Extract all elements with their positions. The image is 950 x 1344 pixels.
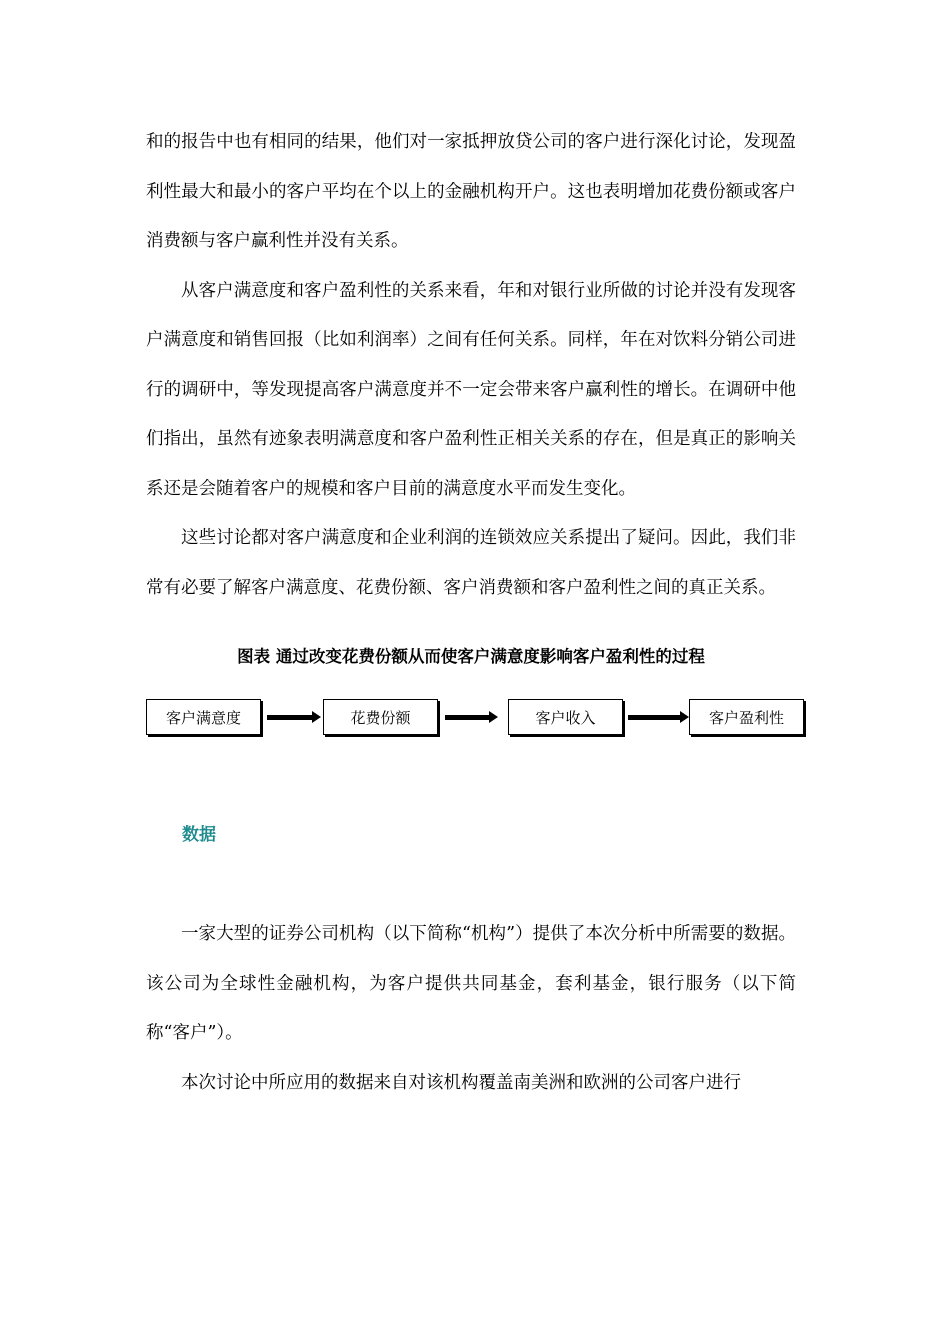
arrow-right-icon [445,715,490,720]
section-heading-data: 数据 [182,825,216,845]
document-page [146,118,796,1108]
arrow-right-icon [628,715,681,720]
flow-box-customer-profitability: 客户盈利性 [689,699,804,735]
flow-box-customer-revenue: 客户收入 [508,699,623,735]
figure-caption: 图表 通过改变花费份额从而使客户满意度影响客户盈利性的过程 [237,647,705,666]
section-spacer [146,847,796,910]
paragraph-1: 和的报告中也有相同的结果，他们对一家抵押放贷公司的客户进行深化讨论，发现盈利性最大和最小的客户平均在个以上的金融机构开户。这也表明增加花费份额或客户消费额与客户赢利性并没有关系。 [146,132,796,251]
paragraph-4: 一家大型的证券公司机构（以下简称“机构”）提供了本次分析中所需要的数据。该公司为全球性金融机构，为客户提供共同基金，套利基金，银行服务（以下简称“客户”）。 [146,924,796,1043]
flow-box-share-of-wallet: 花费份额 [323,699,438,735]
flow-box-customer-satisfaction: 客户满意度 [146,699,261,735]
paragraph-2: 从客户满意度和客户盈利性的关系来看，年和对银行业所做的讨论并没有发现客户满意度和销售回报（比如利润率）之间有任何关系。同样，年在对饮料分销公司进行的调研中，等发现提高客户满意度并不一定会带来客户赢利性的增长。在调研中他们指出，虽然有迹象表明满意度和客户盈利性正相关关系的存在，但是真正的影响关系还是会随着客户的规模和客户目前的满意度水平而发生变化。 [146,280,796,499]
flow-diagram [146,699,808,743]
arrow-right-icon [267,715,313,720]
paragraph-5: 本次讨论中所应用的数据来自对该机构覆盖南美洲和欧洲的公司客户进行 [181,1072,741,1093]
paragraph-3: 这些讨论都对客户满意度和企业利润的连锁效应关系提出了疑问。因此，我们非常有必要了解客户满意度、花费份额、客户消费额和客户盈利性之间的真正关系。 [146,528,796,598]
